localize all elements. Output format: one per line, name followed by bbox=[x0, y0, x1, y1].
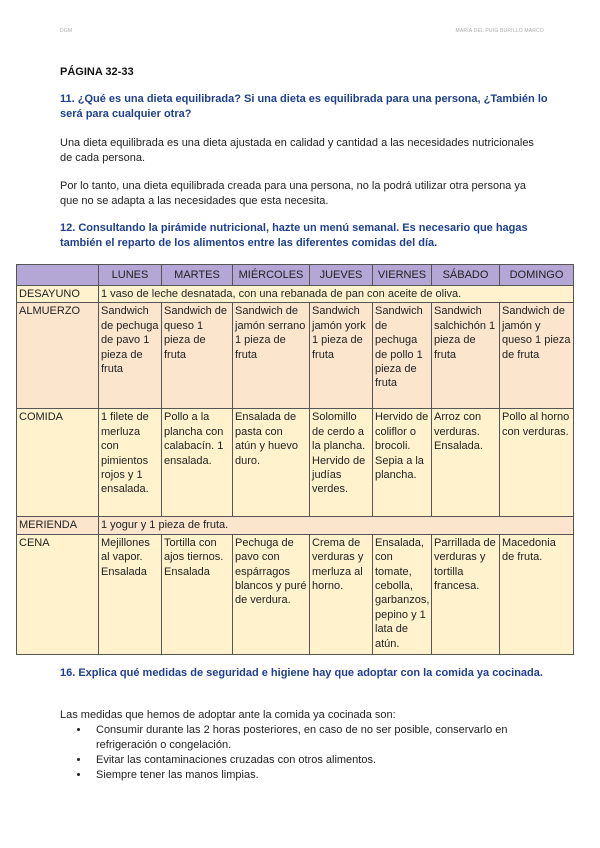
header-day: MARTES bbox=[162, 265, 233, 286]
question-11: 11. ¿Qué es una dieta equilibrada? Si una dieta es equilibrada para una persona, ¿También lo será para cualquier otra? bbox=[60, 93, 548, 120]
list-item: • Consumir durante las 2 horas posteriores, en caso de no ser posible, conservarlo en refrigeración o congelación. bbox=[90, 723, 550, 753]
menu-cell: Pechuga de pavo con espárragos blancos y puré de verdura. bbox=[233, 534, 310, 654]
header-left: DGM bbox=[60, 28, 73, 34]
answer-16-bullet-list bbox=[60, 723, 550, 783]
page-title: PÁGINA 32-33 bbox=[60, 66, 134, 78]
menu-cell: Arroz con verduras. Ensalada. bbox=[432, 409, 500, 517]
header-day: DOMINGO bbox=[500, 265, 574, 286]
table-row-cena bbox=[17, 534, 574, 654]
menu-cell: Pollo al horno con verduras. bbox=[500, 409, 574, 517]
header-day: SÁBADO bbox=[432, 265, 500, 286]
answer-11-paragraph-2: Por lo tanto, una dieta equilibrada creada para una persona, no la podrá utilizar otra persona ya que no se adapta a las necesidades que esta necesita. bbox=[60, 180, 526, 207]
question-16: 16. Explica qué medidas de seguridad e higiene hay que adoptar con la comida ya cocinada. bbox=[60, 667, 543, 679]
table-row-almuerzo bbox=[17, 303, 574, 409]
menu-cell: Sandwich de pechuga de pollo 1 pieza de fruta bbox=[373, 303, 432, 409]
weekly-menu-table bbox=[16, 264, 574, 655]
menu-cell: Sandwich salchichón 1 pieza de fruta bbox=[432, 303, 500, 409]
table-header-row bbox=[17, 265, 574, 286]
menu-cell: Crema de verduras y merluza al horno. bbox=[310, 534, 373, 654]
header-right: MARÍA DEL PUIG BURILLO MARCO bbox=[455, 28, 544, 34]
menu-cell: Solomillo de cerdo a la plancha. Hervido de judías verdes. bbox=[310, 409, 373, 517]
menu-cell: Sandwich jamón york 1 pieza de fruta bbox=[310, 303, 373, 409]
menu-cell: 1 filete de merluza con pimientos rojos y 1 ensalada. bbox=[99, 409, 162, 517]
menu-cell: Sandwich de pechuga de pavo 1 pieza de fruta bbox=[99, 303, 162, 409]
menu-cell: Parrillada de verduras y tortilla francesa. bbox=[432, 534, 500, 654]
question-12: 12. Consultando la pirámide nutricional, hazte un menú semanal. Es necesario que hagas también el reparto de los alimentos entre las diferentes comidas del día. bbox=[60, 222, 528, 249]
meal-label: DESAYUNO bbox=[17, 286, 99, 303]
menu-cell: Tortilla con ajos tiernos. Ensalada bbox=[162, 534, 233, 654]
meal-label: CENA bbox=[17, 534, 99, 654]
list-item: • Siempre tener las manos limpias. bbox=[90, 768, 550, 783]
header-day: LUNES bbox=[99, 265, 162, 286]
answer-11-paragraph-1: Una dieta equilibrada es una dieta ajustada en calidad y cantidad a las necesidades nutricionales de cada persona. bbox=[60, 137, 534, 164]
table-row-desayuno bbox=[17, 286, 574, 303]
list-item: • Evitar las contaminaciones cruzadas con otros alimentos. bbox=[90, 753, 550, 768]
meal-label: COMIDA bbox=[17, 409, 99, 517]
meal-label: MERIENDA bbox=[17, 517, 99, 534]
table-row-merienda bbox=[17, 517, 574, 534]
header-empty-cell bbox=[17, 265, 99, 286]
header-day: JUEVES bbox=[310, 265, 373, 286]
menu-cell: Hervido de coliflor o brocoli. Sepia a la plancha. bbox=[373, 409, 432, 517]
table-row-comida bbox=[17, 409, 574, 517]
meal-label: ALMUERZO bbox=[17, 303, 99, 409]
menu-cell: Sandwich de queso 1 pieza de fruta bbox=[162, 303, 233, 409]
menu-cell: Mejillones al vapor. Ensalada bbox=[99, 534, 162, 654]
menu-cell: Ensalada, con tomate, cebolla, garbanzos, pepino y 1 lata de atún. bbox=[373, 534, 432, 654]
menu-cell: Sandwich de jamón serrano 1 pieza de fruta bbox=[233, 303, 310, 409]
header-day: VIERNES bbox=[373, 265, 432, 286]
menu-cell: Macedonia de fruta. bbox=[500, 534, 574, 654]
header-day: MIÉRCOLES bbox=[233, 265, 310, 286]
menu-cell: Sandwich de jamón y queso 1 pieza de fruta bbox=[500, 303, 574, 409]
desayuno-cell: 1 vaso de leche desnatada, con una rebanada de pan con aceite de oliva. bbox=[99, 286, 574, 303]
answer-16-intro: Las medidas que hemos de adoptar ante la comida ya cocinada son: bbox=[60, 709, 396, 721]
merienda-cell: 1 yogur y 1 pieza de fruta. bbox=[99, 517, 574, 534]
menu-cell: Pollo a la plancha con calabacín. 1 ensalada. bbox=[162, 409, 233, 517]
menu-cell: Ensalada de pasta con atún y huevo duro. bbox=[233, 409, 310, 517]
